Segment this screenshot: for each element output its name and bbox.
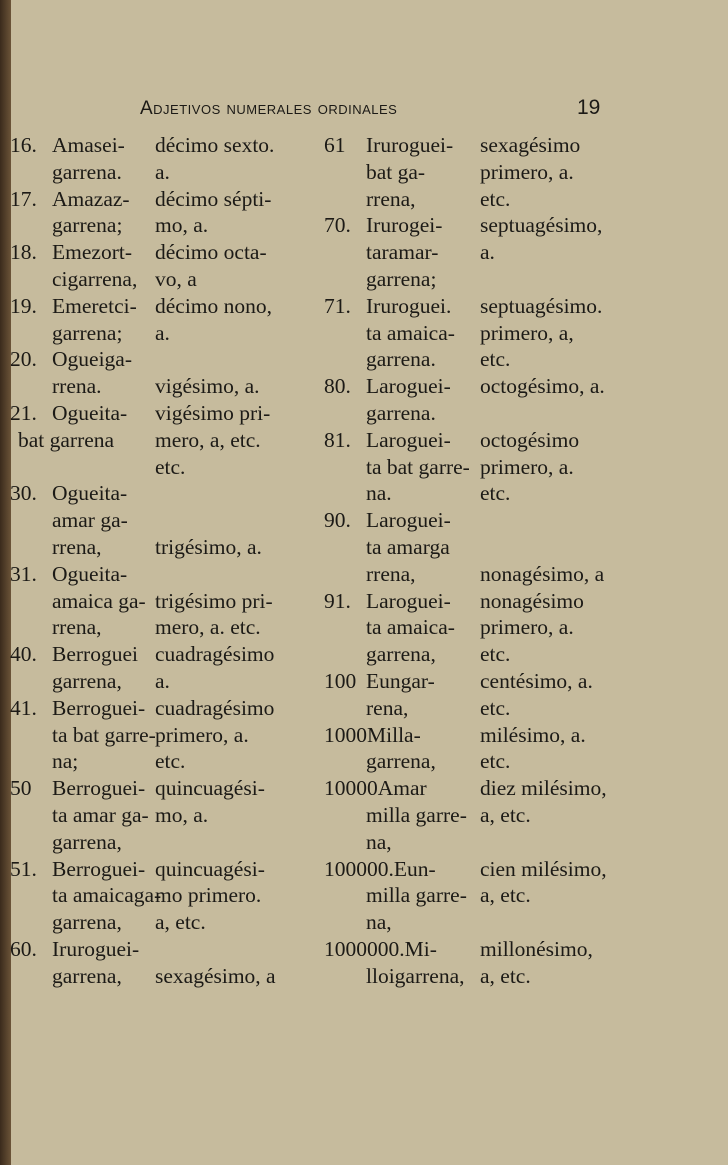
- spanish-term: septuagésimo.: [480, 293, 603, 318]
- entry-line: [10, 722, 330, 749]
- entry-line: [10, 775, 330, 802]
- entry-line: [324, 132, 724, 159]
- entry-line: [10, 534, 330, 561]
- basque-term: garrena,: [52, 963, 122, 988]
- spanish-term: mo primero.: [155, 883, 262, 908]
- spanish-term: etc.: [480, 749, 511, 774]
- basque-term: Emezort-: [52, 240, 132, 265]
- entry-line: [324, 963, 724, 990]
- basque-term: Mi-: [404, 936, 437, 961]
- spanish-term: a.: [155, 159, 170, 184]
- spanish-term: sexagésimo: [480, 133, 581, 157]
- entry-line: [324, 641, 724, 668]
- basque-term: Ogueiga-: [52, 347, 132, 372]
- spanish-term: milésimo, a.: [480, 722, 586, 747]
- entry-line: [10, 829, 330, 856]
- spanish-term: primero, a.: [480, 159, 574, 184]
- entry-number: 60.: [10, 936, 37, 961]
- entry-number: 81.: [324, 427, 351, 452]
- entry-line: [324, 373, 724, 400]
- entry-number: 40.: [10, 642, 37, 667]
- basque-term: Iruroguei.: [366, 293, 452, 318]
- entry-line: [10, 212, 330, 239]
- basque-term: bat ga-: [366, 159, 426, 184]
- entry-line: [10, 561, 330, 588]
- entry-line: [324, 668, 724, 695]
- basque-term: Laroguei-: [366, 374, 451, 399]
- entry-line: [324, 775, 724, 802]
- entry-line: [324, 400, 724, 427]
- entry-number: 80.: [324, 374, 351, 399]
- entry-number: 91.: [324, 588, 351, 613]
- entry-line: [324, 695, 724, 722]
- entry-number: 18.: [10, 240, 37, 265]
- entry-line: [324, 829, 724, 856]
- basque-term: ta amaicaga-: [52, 883, 162, 908]
- spanish-term: nonagésimo: [480, 588, 584, 613]
- spanish-term: primero, a.: [480, 454, 574, 479]
- entry-number: 71.: [324, 293, 351, 318]
- basque-term: Laroguei-: [366, 588, 451, 613]
- basque-term: ta amaica-: [366, 320, 455, 345]
- spanish-term: quincuagési-: [155, 776, 265, 801]
- spanish-term: primero, a.: [155, 722, 249, 747]
- basque-term: garrena.: [366, 347, 436, 372]
- basque-term: Emeretci-: [52, 293, 137, 318]
- basque-term: garrena.: [366, 400, 436, 425]
- spanish-term: mero, a, etc.: [155, 427, 261, 452]
- spanish-term: etc.: [155, 454, 186, 479]
- entry-line: [324, 427, 724, 454]
- basque-term: ta amarga: [366, 534, 450, 559]
- entry-line: [324, 507, 724, 534]
- spanish-term: a, etc.: [480, 802, 531, 827]
- basque-term: ta bat garre-: [52, 722, 156, 747]
- entry-line: [10, 293, 330, 320]
- entry-line: [324, 212, 724, 239]
- spanish-term: millonésimo,: [480, 936, 593, 961]
- basque-term: ta amar ga-: [52, 802, 149, 827]
- spanish-term: a.: [155, 668, 170, 693]
- spanish-term: décimo sexto.: [155, 133, 275, 157]
- basque-term: Irurogei-: [366, 213, 443, 238]
- entry-line: [10, 132, 330, 159]
- spanish-term: centésimo, a.: [480, 668, 593, 693]
- entry-line: [10, 186, 330, 213]
- basque-term: rrena,: [366, 186, 416, 211]
- entry-number: 50: [10, 776, 32, 801]
- entry-number: 30.: [10, 481, 37, 506]
- spanish-term: sexagésimo, a: [155, 963, 276, 988]
- spanish-term: a.: [480, 240, 495, 265]
- entry-line: [10, 963, 330, 990]
- spanish-term: vigésimo pri-: [155, 400, 271, 425]
- entry-line: [324, 534, 724, 561]
- spanish-term: mero, a. etc.: [155, 615, 261, 640]
- basque-term: garrena;: [366, 266, 437, 291]
- spanish-term: quincuagési-: [155, 856, 265, 881]
- entry-line: [324, 856, 724, 883]
- basque-term: ta bat garre-: [366, 454, 470, 479]
- basque-term: Ogueita-: [52, 481, 128, 506]
- entry-number: 31.: [10, 561, 37, 586]
- spanish-term: etc.: [480, 642, 511, 667]
- entry-line: [10, 856, 330, 883]
- entry-number: 100: [324, 668, 357, 693]
- entry-number: 61: [324, 133, 346, 157]
- entry-line: [324, 480, 724, 507]
- entry-number: 17.: [10, 186, 37, 211]
- basque-term: rena,: [366, 695, 409, 720]
- spanish-term: décimo octa-: [155, 240, 267, 265]
- basque-term: Amazaz-: [52, 186, 130, 211]
- entry-line: [10, 668, 330, 695]
- basque-term: na,: [366, 910, 392, 935]
- basque-term: Eun-: [393, 856, 436, 881]
- basque-term: na,: [366, 829, 392, 854]
- entry-line: [324, 186, 724, 213]
- entry-line: [10, 373, 330, 400]
- spanish-term: a.: [155, 320, 170, 345]
- basque-term: Milla-: [367, 722, 421, 747]
- spanish-term: cien milésimo,: [480, 856, 607, 881]
- basque-term: Laroguei-: [366, 508, 451, 533]
- entry-line: [324, 266, 724, 293]
- entry-line: [324, 320, 724, 347]
- basque-term: Amar: [377, 776, 427, 801]
- basque-term: garrena,: [366, 642, 436, 667]
- basque-term: Ogueita-: [52, 561, 128, 586]
- basque-term: milla garre-: [366, 802, 467, 827]
- spanish-term: a, etc.: [480, 963, 531, 988]
- entry-line: [10, 614, 330, 641]
- basque-term: garrena,: [52, 668, 122, 693]
- entry-line: [10, 320, 330, 347]
- entry-number: 100000.: [324, 856, 394, 881]
- spanish-term: mo, a.: [155, 802, 209, 827]
- entry-line: [324, 936, 724, 963]
- basque-term: amaica ga-: [52, 588, 146, 613]
- spanish-term: etc.: [480, 481, 511, 506]
- entry-number: 10000: [324, 776, 378, 801]
- spanish-term: etc.: [480, 695, 511, 720]
- entry-number: 1000000.: [324, 936, 405, 961]
- spanish-term: trigésimo pri-: [155, 588, 273, 613]
- spanish-term: a, etc.: [480, 883, 531, 908]
- entry-number: 16.: [10, 133, 37, 157]
- entry-line: [10, 400, 330, 427]
- entry-line: [10, 936, 330, 963]
- basque-term: Iruroguei-: [366, 133, 454, 157]
- entry-line: [324, 802, 724, 829]
- entry-line: [324, 882, 724, 909]
- left-column: [10, 132, 330, 990]
- entry-line: [10, 588, 330, 615]
- spanish-term: mo, a.: [155, 213, 209, 238]
- entry-line: [324, 561, 724, 588]
- basque-term: ta amaica-: [366, 615, 455, 640]
- spanish-term: etc.: [155, 749, 186, 774]
- entry-line: [10, 882, 330, 909]
- entry-line: [10, 748, 330, 775]
- entry-line: [10, 266, 330, 293]
- entry-line: [324, 346, 724, 373]
- entry-line: [324, 239, 724, 266]
- entry-number: 70.: [324, 213, 351, 238]
- basque-term: rrena.: [52, 374, 102, 399]
- spanish-term: vo, a: [155, 266, 197, 291]
- entry-line: [324, 909, 724, 936]
- entry-number: 41.: [10, 695, 37, 720]
- entry-line: [10, 454, 330, 481]
- entry-line: [324, 588, 724, 615]
- basque-term: Berroguei-: [52, 856, 146, 881]
- basque-term: garrena;: [52, 213, 123, 238]
- basque-term: Laroguei-: [366, 427, 451, 452]
- entry-line: [10, 802, 330, 829]
- basque-term: Ogueita-: [52, 400, 128, 425]
- page-number: 19: [577, 96, 601, 119]
- entry-line: [10, 159, 330, 186]
- spanish-term: diez milésimo,: [480, 776, 607, 801]
- spanish-term: primero, a,: [480, 320, 574, 345]
- spanish-term: nonagésimo, a: [480, 561, 605, 586]
- entry-line: [10, 239, 330, 266]
- spanish-term: cuadragésimo: [155, 695, 275, 720]
- basque-term: Berroguei-: [52, 776, 146, 801]
- entry-line: [10, 507, 330, 534]
- basque-term: Berroguei: [52, 642, 138, 667]
- spanish-term: septuagésimo,: [480, 213, 603, 238]
- basque-term: rrena,: [52, 534, 102, 559]
- page-header-title: Adjetivos numerales ordinales: [140, 98, 398, 119]
- entry-line: [10, 695, 330, 722]
- basque-term: lloigarrena,: [366, 963, 465, 988]
- entry-line: [324, 722, 724, 749]
- basque-term: Eungar-: [366, 668, 435, 693]
- spanish-term: etc.: [480, 347, 511, 372]
- spanish-term: décimo sépti-: [155, 186, 272, 211]
- basque-term: garrena.: [52, 159, 122, 184]
- spanish-term: décimo nono,: [155, 293, 273, 318]
- basque-term: cigarrena,: [52, 266, 138, 291]
- spanish-term: octogésimo, a.: [480, 374, 605, 399]
- basque-term: milla garre-: [366, 883, 467, 908]
- entry-number: 19.: [10, 293, 37, 318]
- entry-line: [10, 909, 330, 936]
- entry-line: [324, 614, 724, 641]
- basque-term: Berroguei-: [52, 695, 146, 720]
- entry-line: [10, 346, 330, 373]
- basque-term: garrena;: [52, 320, 123, 345]
- basque-term: Amasei-: [52, 133, 125, 157]
- entry-line: [10, 641, 330, 668]
- entry-number: 20.: [10, 347, 37, 372]
- entry-number: 51.: [10, 856, 37, 881]
- entry-line: [10, 427, 330, 454]
- basque-term: taramar-: [366, 240, 439, 265]
- basque-term: amar ga-: [52, 508, 128, 533]
- spanish-term: primero, a.: [480, 615, 574, 640]
- spanish-term: vigésimo, a.: [155, 374, 260, 399]
- basque-term: bat garrena: [18, 427, 115, 452]
- entry-number: 1000: [324, 722, 367, 747]
- entry-line: [10, 480, 330, 507]
- entry-line: [324, 293, 724, 320]
- entry-line: [324, 748, 724, 775]
- spanish-term: a, etc.: [155, 910, 206, 935]
- basque-term: Iruroguei-: [52, 936, 140, 961]
- right-column: [324, 132, 724, 990]
- spanish-term: cuadragésimo: [155, 642, 275, 667]
- basque-term: garrena,: [52, 910, 122, 935]
- entry-number: 90.: [324, 508, 351, 533]
- entry-number: 21.: [10, 400, 37, 425]
- spanish-term: octogésimo: [480, 427, 580, 452]
- entry-line: [324, 159, 724, 186]
- basque-term: garrena,: [366, 749, 436, 774]
- basque-term: rrena,: [52, 615, 102, 640]
- basque-term: na;: [52, 749, 79, 774]
- spanish-term: trigésimo, a.: [155, 534, 262, 559]
- basque-term: na.: [366, 481, 392, 506]
- spanish-term: etc.: [480, 186, 511, 211]
- basque-term: rrena,: [366, 561, 416, 586]
- basque-term: garrena,: [52, 829, 122, 854]
- entry-line: [324, 454, 724, 481]
